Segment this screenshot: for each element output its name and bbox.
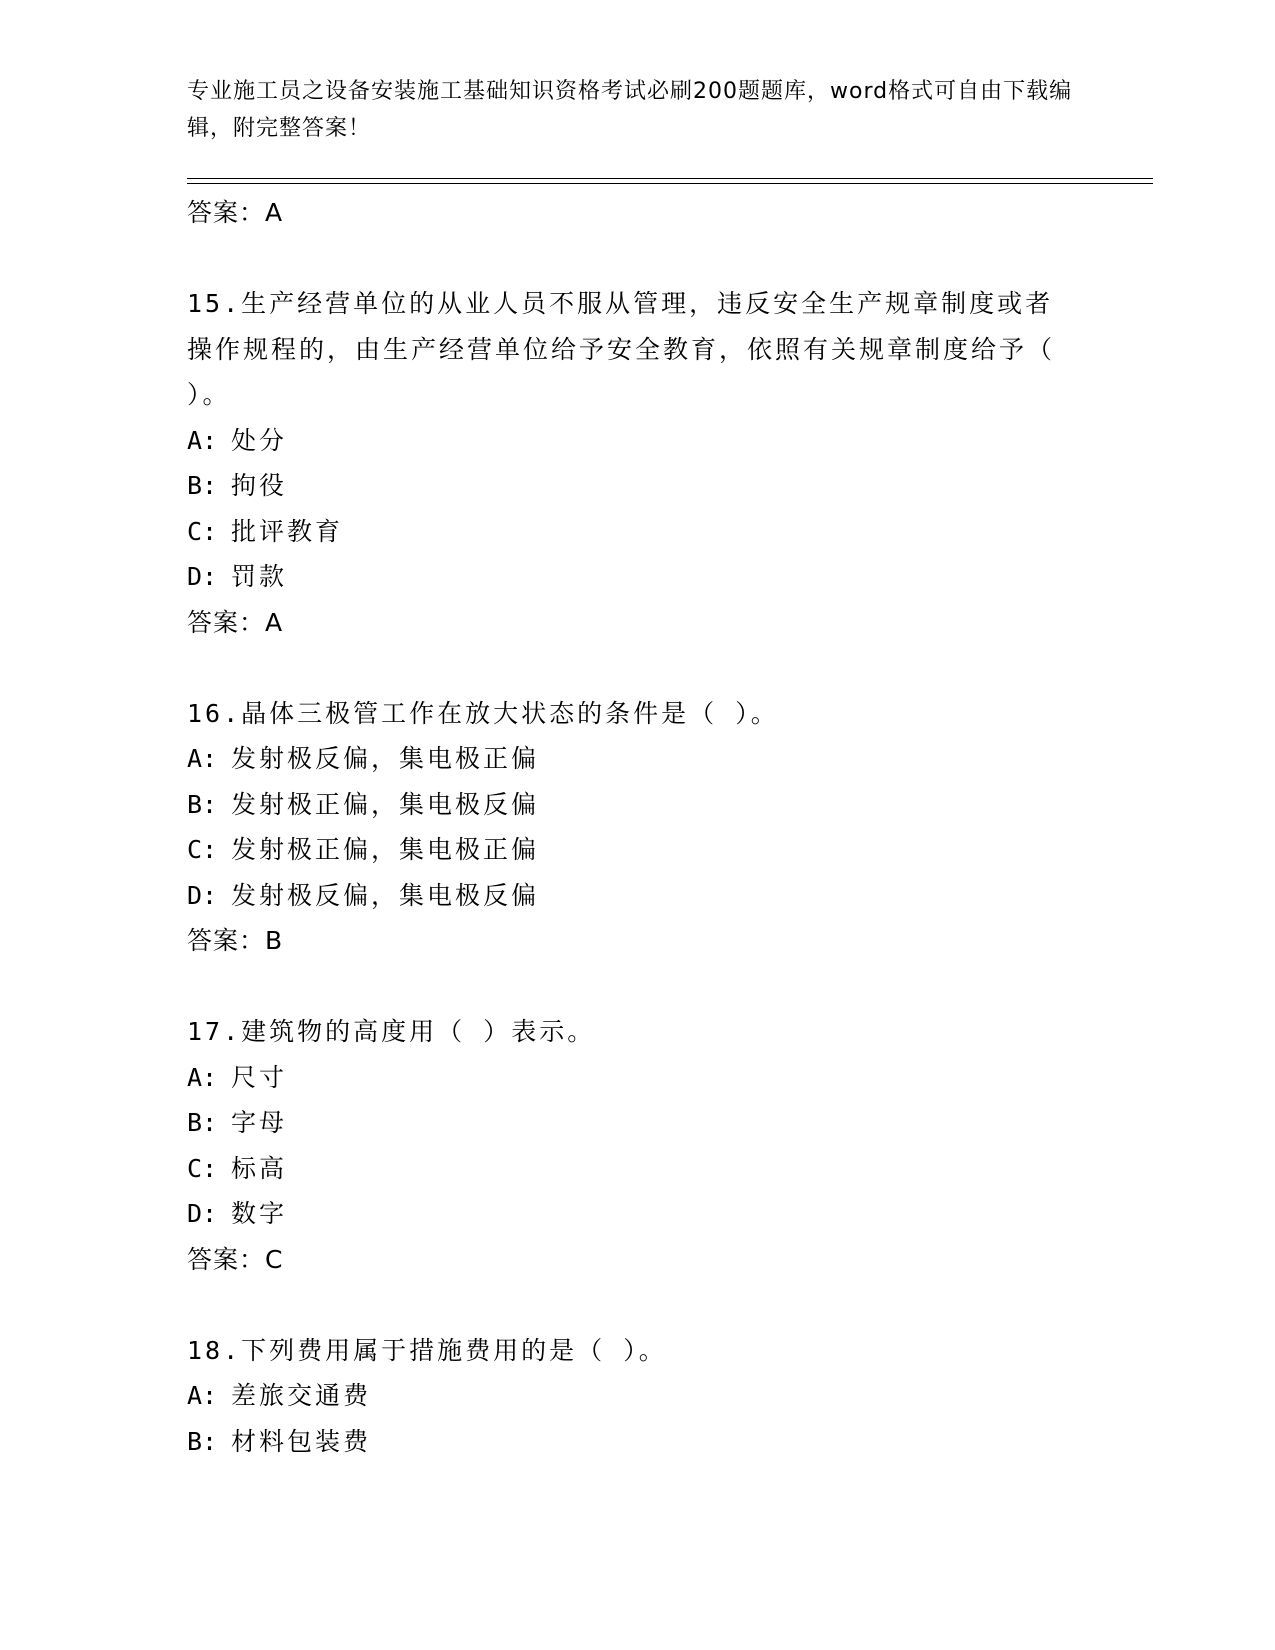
document-header: 专业施工员之设备安装施工基础知识资格考试必刷200题题库，word格式可自由下载编辑，附完整答案！ [187,79,1073,141]
header-divider-bottom [187,183,1153,184]
question-text: 18.下列费用属于措施费用的是（ ）。 [187,1335,667,1365]
question-block [187,1009,1087,1282]
option-b: B: 字母 [187,1108,288,1137]
answer-line: 答案：A [187,607,284,637]
option-a: A: 尺寸 [187,1062,288,1092]
option-a: A: 发射极反偏，集电极正偏 [187,744,540,773]
question-text: 15.生产经营单位的从业人员不服从管理，违反安全生产规章制度或者操作规程的，由生产经营单位给予安全教育，依照有关规章制度给予（ ）。 [187,289,1056,409]
option-c: C: 批评教育 [187,516,344,546]
answer-line: 答案：A [187,198,284,227]
header-divider-top [187,178,1153,179]
option-c: C: 发射极正偏，集电极正偏 [187,835,540,864]
question-block [187,281,1087,645]
option-d: D: 发射极反偏，集电极反偏 [187,880,540,910]
option-d: D: 罚款 [187,562,288,591]
option-b: B: 材料包装费 [187,1426,372,1456]
option-b: B: 发射极正偏，集电极反偏 [187,789,540,819]
option-b: B: 拘役 [187,471,288,500]
question-text: 17.建筑物的高度用（ ）表示。 [187,1017,596,1046]
option-a: A: 处分 [187,425,288,455]
answer-line: 答案：B [187,926,284,955]
question-block [187,691,1087,964]
option-d: D: 数字 [187,1199,288,1228]
question-text: 16.晶体三极管工作在放大状态的条件是（ ）。 [187,698,779,728]
option-c: C: 标高 [187,1153,288,1183]
answer-line: 答案：C [187,1244,284,1274]
question-list [187,190,1087,1464]
question-block [187,1328,1087,1465]
option-a: A: 差旅交通费 [187,1381,372,1410]
